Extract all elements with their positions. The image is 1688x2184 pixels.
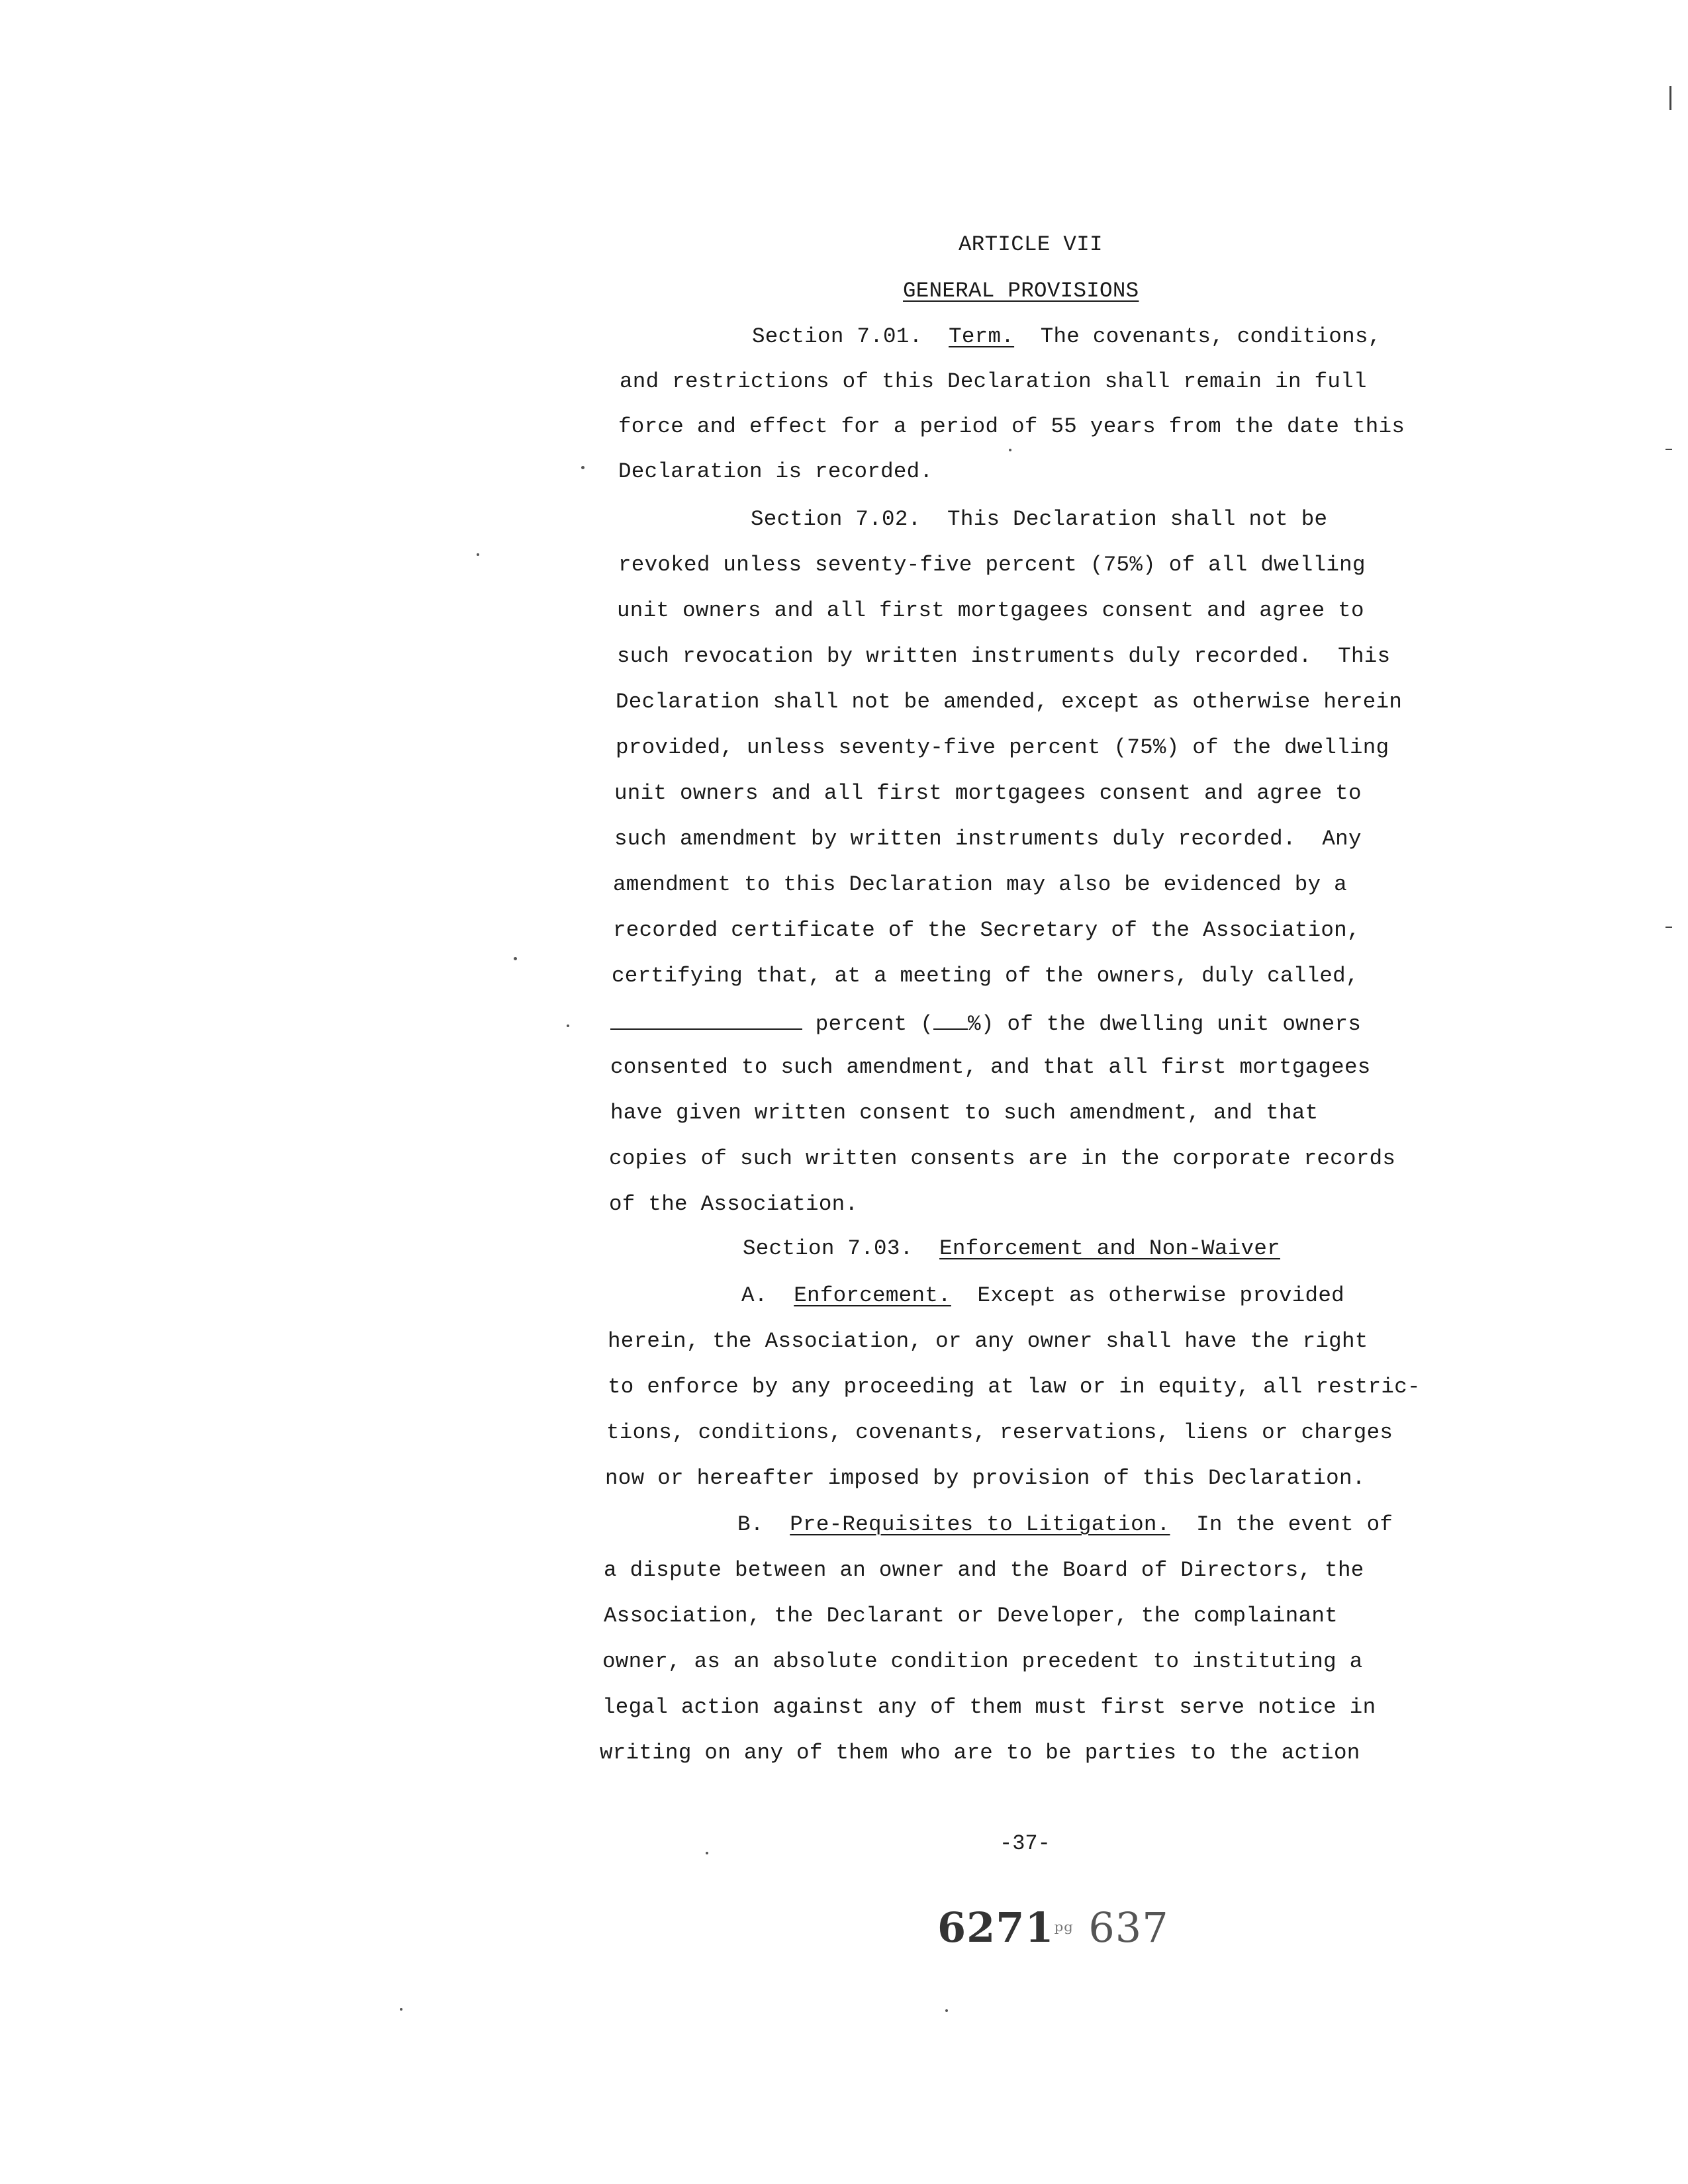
section-7-02-line: certifying that, at a meeting of the owners, duly called, bbox=[612, 964, 1359, 988]
section-7-02-line: such amendment by written instruments duly recorded. Any bbox=[614, 827, 1362, 851]
subsection-b-line: owner, as an absolute condition precedent to instituting a bbox=[602, 1649, 1363, 1674]
subsection-a-rest: Except as otherwise provided bbox=[951, 1283, 1344, 1308]
section-7-03-title: Enforcement and Non-Waiver bbox=[939, 1236, 1280, 1261]
section-7-01-first-line bbox=[752, 326, 1382, 348]
scan-speck bbox=[400, 2008, 402, 2011]
scan-speck bbox=[567, 1024, 569, 1027]
subsection-b-line: Association, the Declarant or Developer, the complainant bbox=[604, 1604, 1338, 1628]
section-7-02-line: revoked unless seventy-five percent (75%) of all dwelling bbox=[618, 553, 1366, 577]
scan-edge-mark bbox=[1665, 927, 1672, 928]
page-number: -37- bbox=[1000, 1831, 1051, 1856]
section-7-02-line: consented to such amendment, and that all first mortgagees bbox=[610, 1055, 1371, 1079]
scan-speck bbox=[945, 2009, 948, 2012]
section-7-02-line: amendment to this Declaration may also be evidenced by a bbox=[613, 872, 1347, 897]
book-number: 6271 bbox=[937, 1903, 1055, 1952]
scan-speck bbox=[581, 466, 585, 469]
scan-speck bbox=[1009, 449, 1011, 451]
section-7-01-line: force and effect for a period of 55 years from the date this bbox=[618, 414, 1405, 439]
section-7-03-number: Section 7.03. bbox=[743, 1236, 914, 1261]
section-7-02-line: such revocation by written instruments duly recorded. This bbox=[617, 644, 1391, 668]
section-7-02-line: unit owners and all first mortgagees consent and agree to bbox=[614, 781, 1362, 805]
section-7-01-line1-rest: The covenants, conditions, bbox=[1014, 324, 1382, 349]
subsection-b-line: legal action against any of them must first serve notice in bbox=[602, 1695, 1376, 1719]
book-mid-mark: ᵖᵍ bbox=[1054, 1918, 1074, 1944]
scan-speck bbox=[706, 1852, 708, 1854]
section-7-01-line: and restrictions of this Declaration shall remain in full bbox=[620, 369, 1367, 394]
section-7-03-heading bbox=[743, 1238, 1280, 1260]
section-7-02-line: of the Association. bbox=[609, 1192, 859, 1216]
section-7-02-line: Declaration shall not be amended, except as otherwise herein bbox=[616, 690, 1403, 714]
percent-word-blank bbox=[610, 1011, 802, 1030]
scan-edge-mark bbox=[1665, 449, 1672, 450]
subsection-b-label: B. bbox=[737, 1512, 764, 1537]
section-7-02-line: recorded certificate of the Secretary of the Association, bbox=[613, 918, 1360, 942]
blank-line-text-a: percent ( bbox=[802, 1012, 934, 1036]
book-page-stamp bbox=[937, 1903, 1169, 1952]
subsection-b-line: writing on any of them who are to be parties to the action bbox=[600, 1741, 1360, 1765]
subsection-a-label: A. bbox=[741, 1283, 768, 1308]
subsection-a-line: to enforce by any proceeding at law or in equity, all restric- bbox=[608, 1375, 1421, 1399]
subsection-a-first-line bbox=[741, 1285, 1344, 1307]
scan-edge-mark bbox=[1669, 86, 1671, 110]
subsection-a-line: tions, conditions, covenants, reservations, liens or charges bbox=[606, 1420, 1393, 1445]
section-7-02-blank-line bbox=[610, 1011, 1361, 1036]
section-7-02-line: have given written consent to such amendment, and that bbox=[610, 1101, 1319, 1125]
book-page-number: 637 bbox=[1088, 1903, 1169, 1952]
section-7-02-first-line: Section 7.02. This Declaration shall not be bbox=[751, 507, 1328, 531]
subsection-a-line: now or hereafter imposed by provision of this Declaration. bbox=[605, 1466, 1366, 1490]
subsection-a-line: herein, the Association, or any owner shall have the right bbox=[608, 1329, 1368, 1353]
percent-number-blank bbox=[933, 1011, 968, 1030]
subsection-b-first-line bbox=[737, 1514, 1393, 1536]
scan-speck bbox=[514, 957, 517, 960]
section-7-01-title: Term. bbox=[949, 324, 1015, 349]
subsection-a-title: Enforcement. bbox=[794, 1283, 951, 1308]
article-subheading: GENERAL PROVISIONS bbox=[903, 279, 1139, 303]
blank-line-text-b: %) of the dwelling unit owners bbox=[968, 1012, 1362, 1036]
article-heading: ARTICLE VII bbox=[959, 232, 1103, 257]
section-7-02-line: unit owners and all first mortgagees consent and agree to bbox=[617, 598, 1364, 623]
section-7-01-number: Section 7.01. bbox=[752, 324, 923, 349]
subsection-b-line: a dispute between an owner and the Board of Directors, the bbox=[604, 1558, 1364, 1582]
subsection-b-rest: In the event of bbox=[1170, 1512, 1393, 1537]
section-7-02-line: copies of such written consents are in the corporate records bbox=[609, 1146, 1396, 1171]
section-7-02-line: provided, unless seventy-five percent (75%) of the dwelling bbox=[616, 735, 1389, 760]
scan-speck bbox=[477, 553, 479, 556]
section-7-01-line: Declaration is recorded. bbox=[618, 459, 933, 484]
subsection-b-title: Pre-Requisites to Litigation. bbox=[790, 1512, 1170, 1537]
